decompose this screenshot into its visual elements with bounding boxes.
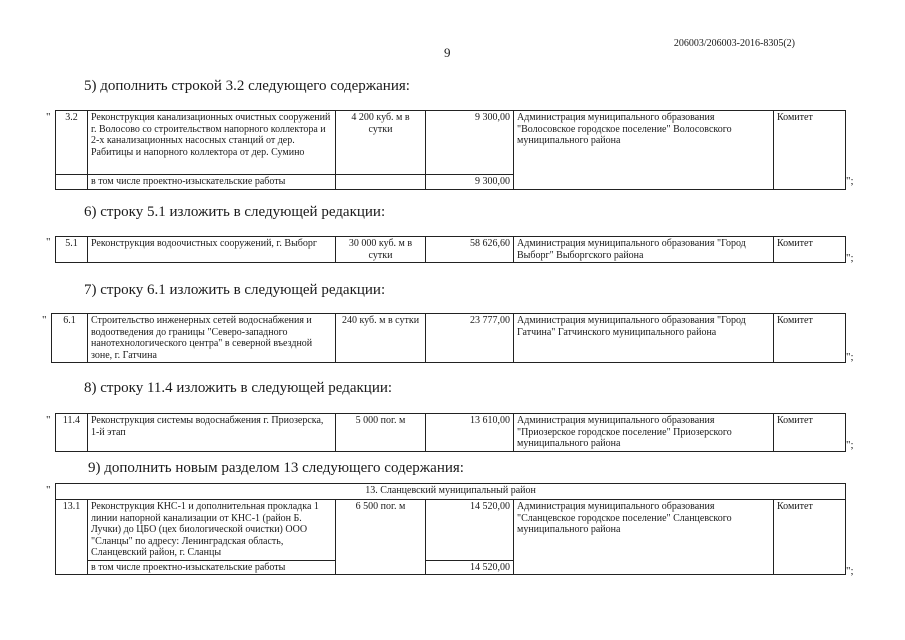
table-row-6-1 bbox=[51, 313, 846, 363]
heading-item-9: 9) дополнить новым разделом 13 следующего содержания: bbox=[88, 460, 464, 476]
cell-capacity: 30 000 куб. м в сутки bbox=[336, 237, 426, 263]
table-row-3-2 bbox=[55, 110, 846, 190]
open-quote: " bbox=[46, 236, 51, 248]
cell-name: Строительство инженерных сетей водоснабжения и водоотведения до границы "Северо-западного нанотехнологического центра" в северной въездной зоне, г. Гатчина bbox=[88, 314, 336, 363]
close-quote: "; bbox=[846, 439, 854, 451]
close-quote: "; bbox=[846, 252, 854, 264]
cell-organization: Администрация муниципального образования "Сланцевское городское поселение" Сланцевского муниципального района bbox=[514, 500, 774, 575]
cell-subitem-label: в том числе проектно-изыскательские работы bbox=[88, 175, 336, 190]
cell-number: 6.1 bbox=[52, 314, 88, 363]
cell-capacity: 5 000 пог. м bbox=[336, 414, 426, 452]
cell-name: Реконструкция канализационных очистных сооружений г. Волосово со строительством напорного коллектора и 2-х канализационных насосных станций от дер. Рабитицы и напорного коллектора от дер. Сумино bbox=[88, 111, 336, 175]
cell-name: Реконструкция системы водоснабжения г. Приозерска, 1-й этап bbox=[88, 414, 336, 452]
cell-amount: 14 520,00 bbox=[426, 500, 514, 561]
cell-responsible: Комитет bbox=[774, 414, 846, 452]
cell-organization: Администрация муниципального образования "Волосовское городское поселение" Волосовского муниципального района bbox=[514, 111, 774, 190]
cell-number: 5.1 bbox=[56, 237, 88, 263]
close-quote: "; bbox=[846, 565, 854, 577]
section-title: 13. Сланцевский муниципальный район bbox=[56, 484, 846, 500]
cell-amount: 23 777,00 bbox=[426, 314, 514, 363]
table-row-11-4 bbox=[55, 413, 846, 452]
cell-responsible: Комитет bbox=[774, 237, 846, 263]
cell-number: 13.1 bbox=[56, 500, 88, 561]
heading-item-7: 7) строку 6.1 изложить в следующей редакции: bbox=[84, 282, 386, 298]
open-quote: " bbox=[42, 314, 47, 326]
open-quote: " bbox=[46, 484, 51, 496]
cell-capacity: 240 куб. м в сутки bbox=[336, 314, 426, 363]
cell-amount: 9 300,00 bbox=[426, 111, 514, 175]
close-quote: "; bbox=[846, 175, 854, 187]
cell-organization: Администрация муниципального образования "Город Выборг" Выборгского района bbox=[514, 237, 774, 263]
heading-item-8: 8) строку 11.4 изложить в следующей редакции: bbox=[84, 380, 393, 396]
page-number: 9 bbox=[444, 45, 451, 60]
open-quote: " bbox=[46, 111, 51, 123]
cell-organization: Администрация муниципального образования "Приозерское городское поселение" Приозерского муниципального района bbox=[514, 414, 774, 452]
cell-number: 3.2 bbox=[56, 111, 88, 175]
table-section-13 bbox=[55, 483, 846, 575]
cell-responsible: Комитет bbox=[774, 314, 846, 363]
cell-number: 11.4 bbox=[56, 414, 88, 452]
heading-item-6: 6) строку 5.1 изложить в следующей редакции: bbox=[84, 204, 386, 220]
cell-capacity: 6 500 пог. м bbox=[336, 500, 426, 561]
cell-amount: 13 610,00 bbox=[426, 414, 514, 452]
close-quote: "; bbox=[846, 351, 854, 363]
table-row-5-1 bbox=[55, 236, 846, 263]
cell-organization: Администрация муниципального образования "Город Гатчина" Гатчинского муниципального района bbox=[514, 314, 774, 363]
cell-capacity: 4 200 куб. м в сутки bbox=[336, 111, 426, 175]
cell-responsible: Комитет bbox=[774, 111, 846, 190]
cell-subitem-label: в том числе проектно-изыскательские работы bbox=[88, 560, 336, 575]
cell-name: Реконструкция КНС-1 и дополнительная прокладка 1 линии напорной канализации от КНС-1 (район Б. Лучки) до ЦБО (цех биологической очистки) ООО "Сланцы" по адресу: Ленинградская область, Сланцевский район, г. Сланцы bbox=[88, 500, 336, 561]
cell-name: Реконструкция водоочистных сооружений, г. Выборг bbox=[88, 237, 336, 263]
cell-subitem-amount: 9 300,00 bbox=[426, 175, 514, 190]
document-id: 206003/206003-2016-8305(2) bbox=[673, 38, 795, 49]
open-quote: " bbox=[46, 414, 51, 426]
heading-item-5: 5) дополнить строкой 3.2 следующего содержания: bbox=[84, 78, 410, 94]
cell-amount: 58 626,60 bbox=[426, 237, 514, 263]
cell-responsible: Комитет bbox=[774, 500, 846, 575]
cell-subitem-amount: 14 520,00 bbox=[426, 560, 514, 575]
